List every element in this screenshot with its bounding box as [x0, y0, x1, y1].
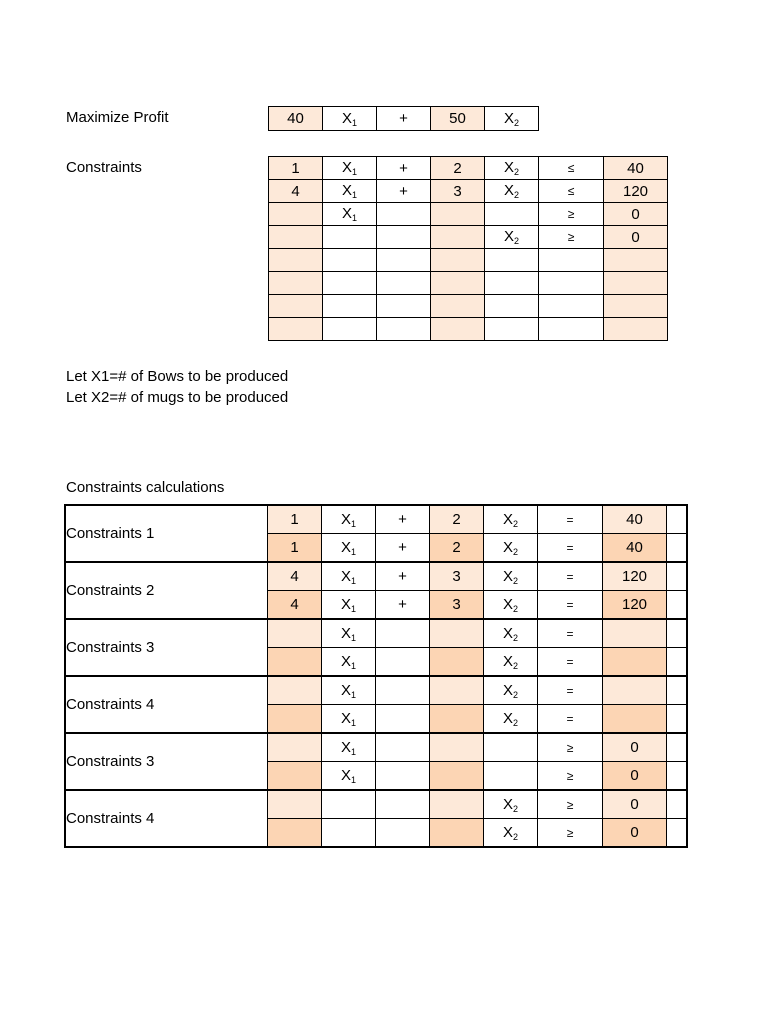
calc-relation: =: [538, 648, 603, 677]
calc-extra-cell[interactable]: [667, 562, 688, 591]
constraint-row: [269, 249, 668, 272]
coef-b[interactable]: [431, 295, 485, 318]
calc-operator: +: [376, 505, 430, 534]
calc-rhs-value[interactable]: 120: [603, 591, 667, 620]
relation: ≤: [539, 157, 604, 180]
calc-coef-a[interactable]: [268, 733, 322, 762]
calc-rhs-value[interactable]: 0: [603, 733, 667, 762]
calc-var-x2: [484, 733, 538, 762]
objective-table: [268, 106, 539, 131]
calc-var-x1: $X_1$: [322, 676, 376, 705]
calc-var-x2: $X_2$: [484, 648, 538, 677]
relation: [539, 249, 604, 272]
calc-operator: [376, 819, 430, 848]
calc-relation: ≥: [538, 762, 603, 791]
calc-coef-a[interactable]: [268, 648, 322, 677]
calc-operator: [376, 705, 430, 734]
calc-var-x2: $X_2$: [484, 676, 538, 705]
constraints-table: [268, 156, 668, 341]
coef-a[interactable]: [269, 272, 323, 295]
coef-a[interactable]: 1: [269, 157, 323, 180]
calc-coef-b[interactable]: [430, 733, 484, 762]
calc-coef-b[interactable]: [430, 648, 484, 677]
operator: +: [377, 157, 431, 180]
constraints-label: Constraints: [66, 159, 142, 176]
relation: [539, 295, 604, 318]
var-x2: [485, 318, 539, 341]
calc-table: [64, 504, 688, 848]
coef-a[interactable]: 4: [269, 180, 323, 203]
calc-extra-cell[interactable]: [667, 591, 688, 620]
objective-var-2: $X_2$: [485, 107, 539, 131]
calc-var-x1: $X_1$: [322, 705, 376, 734]
coef-a[interactable]: [269, 249, 323, 272]
calc-coef-a[interactable]: 4: [268, 591, 322, 620]
calc-var-x1: $X_1$: [322, 619, 376, 648]
calc-rhs-value[interactable]: 0: [603, 819, 667, 848]
calc-var-x2: $X_2$: [484, 534, 538, 563]
operator: [377, 295, 431, 318]
calc-row: [65, 505, 687, 534]
calc-group-label: Constraints 1: [65, 505, 268, 562]
calc-coef-a[interactable]: [268, 819, 322, 848]
calc-rhs-value[interactable]: [603, 676, 667, 705]
coef-b[interactable]: [431, 318, 485, 341]
calc-row: [65, 619, 687, 648]
calc-var-x1: $X_1$: [322, 733, 376, 762]
calc-extra-cell[interactable]: [667, 819, 688, 848]
var-x1: [323, 318, 377, 341]
calc-coef-a[interactable]: [268, 619, 322, 648]
coef-b[interactable]: [431, 203, 485, 226]
coef-a[interactable]: [269, 295, 323, 318]
calc-coef-a[interactable]: 1: [268, 505, 322, 534]
calc-coef-b[interactable]: 2: [430, 534, 484, 563]
var-x2: [485, 295, 539, 318]
calc-extra-cell[interactable]: [667, 733, 688, 762]
calc-row: [65, 562, 687, 591]
coef-a[interactable]: [269, 226, 323, 249]
calc-extra-cell[interactable]: [667, 648, 688, 677]
coef-b[interactable]: [431, 272, 485, 295]
calc-row: [65, 790, 687, 819]
calc-group-label: Constraints 4: [65, 790, 268, 847]
var-x1: [323, 226, 377, 249]
objective-coef-2[interactable]: 50: [431, 107, 485, 131]
coef-b[interactable]: 2: [431, 157, 485, 180]
note-x2: Let X2=# of mugs to be produced: [66, 389, 289, 406]
calc-coef-a[interactable]: 1: [268, 534, 322, 563]
rhs-value[interactable]: [604, 295, 668, 318]
calc-group-label: Constraints 3: [65, 733, 268, 790]
calc-extra-cell[interactable]: [667, 534, 688, 563]
rhs-value[interactable]: 0: [604, 203, 668, 226]
var-x1: $X_1$: [323, 157, 377, 180]
var-x2: $X_2$: [485, 157, 539, 180]
operator: [377, 272, 431, 295]
calc-var-x1: $X_1$: [322, 534, 376, 563]
relation: ≤: [539, 180, 604, 203]
objective-label: Maximize Profit: [66, 109, 169, 126]
calc-rhs-value[interactable]: [603, 705, 667, 734]
calc-rhs-value[interactable]: 120: [603, 562, 667, 591]
calc-operator: +: [376, 591, 430, 620]
calc-extra-cell[interactable]: [667, 676, 688, 705]
relation: ≥: [539, 226, 604, 249]
calc-group-label: Constraints 4: [65, 676, 268, 733]
constraint-row: [269, 203, 668, 226]
rhs-value[interactable]: 120: [604, 180, 668, 203]
var-x2: $X_2$: [485, 180, 539, 203]
calc-coef-b[interactable]: [430, 705, 484, 734]
calc-group-label: Constraints 3: [65, 619, 268, 676]
calc-coef-a[interactable]: [268, 790, 322, 819]
calc-operator: [376, 648, 430, 677]
var-x1: $X_1$: [323, 180, 377, 203]
operator: [377, 226, 431, 249]
relation: [539, 272, 604, 295]
constraint-row: [269, 295, 668, 318]
calc-extra-cell[interactable]: [667, 762, 688, 791]
calc-rhs-value[interactable]: 40: [603, 534, 667, 563]
constraint-row: [269, 157, 668, 180]
calc-coef-a[interactable]: 4: [268, 562, 322, 591]
calc-var-x1: [322, 819, 376, 848]
var-x2: [485, 272, 539, 295]
calc-var-x2: $X_2$: [484, 562, 538, 591]
rhs-value[interactable]: [604, 318, 668, 341]
operator: [377, 318, 431, 341]
calc-var-x1: $X_1$: [322, 591, 376, 620]
calc-relation: ≥: [538, 819, 603, 848]
calc-coef-b[interactable]: 2: [430, 505, 484, 534]
calc-var-x1: $X_1$: [322, 648, 376, 677]
calc-operator: [376, 619, 430, 648]
calc-coef-b[interactable]: 3: [430, 591, 484, 620]
relation: ≥: [539, 203, 604, 226]
calc-coef-a[interactable]: [268, 705, 322, 734]
calc-relation: =: [538, 534, 603, 563]
coef-a[interactable]: [269, 203, 323, 226]
calc-rhs-value[interactable]: [603, 619, 667, 648]
calc-operator: +: [376, 562, 430, 591]
calc-var-x1: $X_1$: [322, 562, 376, 591]
calc-coef-b[interactable]: [430, 619, 484, 648]
calc-var-x1: $X_1$: [322, 505, 376, 534]
calc-coef-b[interactable]: 3: [430, 562, 484, 591]
constraint-row: [269, 226, 668, 249]
objective-plus: +: [377, 107, 431, 131]
calc-operator: [376, 733, 430, 762]
calc-operator: [376, 676, 430, 705]
calc-coef-a[interactable]: [268, 676, 322, 705]
calc-coef-b[interactable]: [430, 790, 484, 819]
rhs-value[interactable]: [604, 272, 668, 295]
var-x2: [485, 249, 539, 272]
coef-b[interactable]: [431, 249, 485, 272]
calc-var-x2: $X_2$: [484, 619, 538, 648]
calc-var-x2: $X_2$: [484, 591, 538, 620]
calc-var-x2: $X_2$: [484, 819, 538, 848]
calc-operator: +: [376, 534, 430, 563]
calc-var-x2: [484, 762, 538, 791]
operator: [377, 249, 431, 272]
calc-row: [65, 733, 687, 762]
calc-rhs-value[interactable]: 0: [603, 790, 667, 819]
calc-group-label: Constraints 2: [65, 562, 268, 619]
operator: [377, 203, 431, 226]
calc-title: Constraints calculations: [66, 479, 225, 496]
relation: [539, 318, 604, 341]
calc-coef-b[interactable]: [430, 762, 484, 791]
var-x1: [323, 295, 377, 318]
constraint-row: [269, 272, 668, 295]
calc-var-x1: $X_1$: [322, 762, 376, 791]
calc-rhs-value[interactable]: 0: [603, 762, 667, 791]
var-x2: [485, 203, 539, 226]
calc-extra-cell[interactable]: [667, 505, 688, 534]
objective-var-1: $X_1$: [323, 107, 377, 131]
note-x1: Let X1=# of Bows to be produced: [66, 368, 289, 385]
var-x1: $X_1$: [323, 203, 377, 226]
calc-rhs-value[interactable]: [603, 648, 667, 677]
var-x1: [323, 272, 377, 295]
calc-var-x2: $X_2$: [484, 505, 538, 534]
calc-var-x2: $X_2$: [484, 705, 538, 734]
calc-extra-cell[interactable]: [667, 705, 688, 734]
coef-b[interactable]: [431, 226, 485, 249]
calc-var-x2: $X_2$: [484, 790, 538, 819]
calc-operator: [376, 790, 430, 819]
operator: +: [377, 180, 431, 203]
coef-a[interactable]: [269, 318, 323, 341]
rhs-value[interactable]: [604, 249, 668, 272]
calc-var-x1: [322, 790, 376, 819]
calc-relation: =: [538, 562, 603, 591]
calc-coef-a[interactable]: [268, 762, 322, 791]
calc-relation: =: [538, 505, 603, 534]
calc-relation: ≥: [538, 733, 603, 762]
calc-relation: =: [538, 591, 603, 620]
calc-row: [65, 676, 687, 705]
calc-extra-cell[interactable]: [667, 619, 688, 648]
constraint-row: [269, 318, 668, 341]
calc-operator: [376, 762, 430, 791]
coef-b[interactable]: 3: [431, 180, 485, 203]
calc-relation: ≥: [538, 790, 603, 819]
calc-relation: =: [538, 705, 603, 734]
var-x2: $X_2$: [485, 226, 539, 249]
calc-coef-b[interactable]: [430, 819, 484, 848]
var-x1: [323, 249, 377, 272]
rhs-value[interactable]: 40: [604, 157, 668, 180]
calc-extra-cell[interactable]: [667, 790, 688, 819]
calc-relation: =: [538, 676, 603, 705]
calc-relation: =: [538, 619, 603, 648]
calc-coef-b[interactable]: [430, 676, 484, 705]
objective-coef-1[interactable]: 40: [269, 107, 323, 131]
calc-rhs-value[interactable]: 40: [603, 505, 667, 534]
rhs-value[interactable]: 0: [604, 226, 668, 249]
constraint-row: [269, 180, 668, 203]
